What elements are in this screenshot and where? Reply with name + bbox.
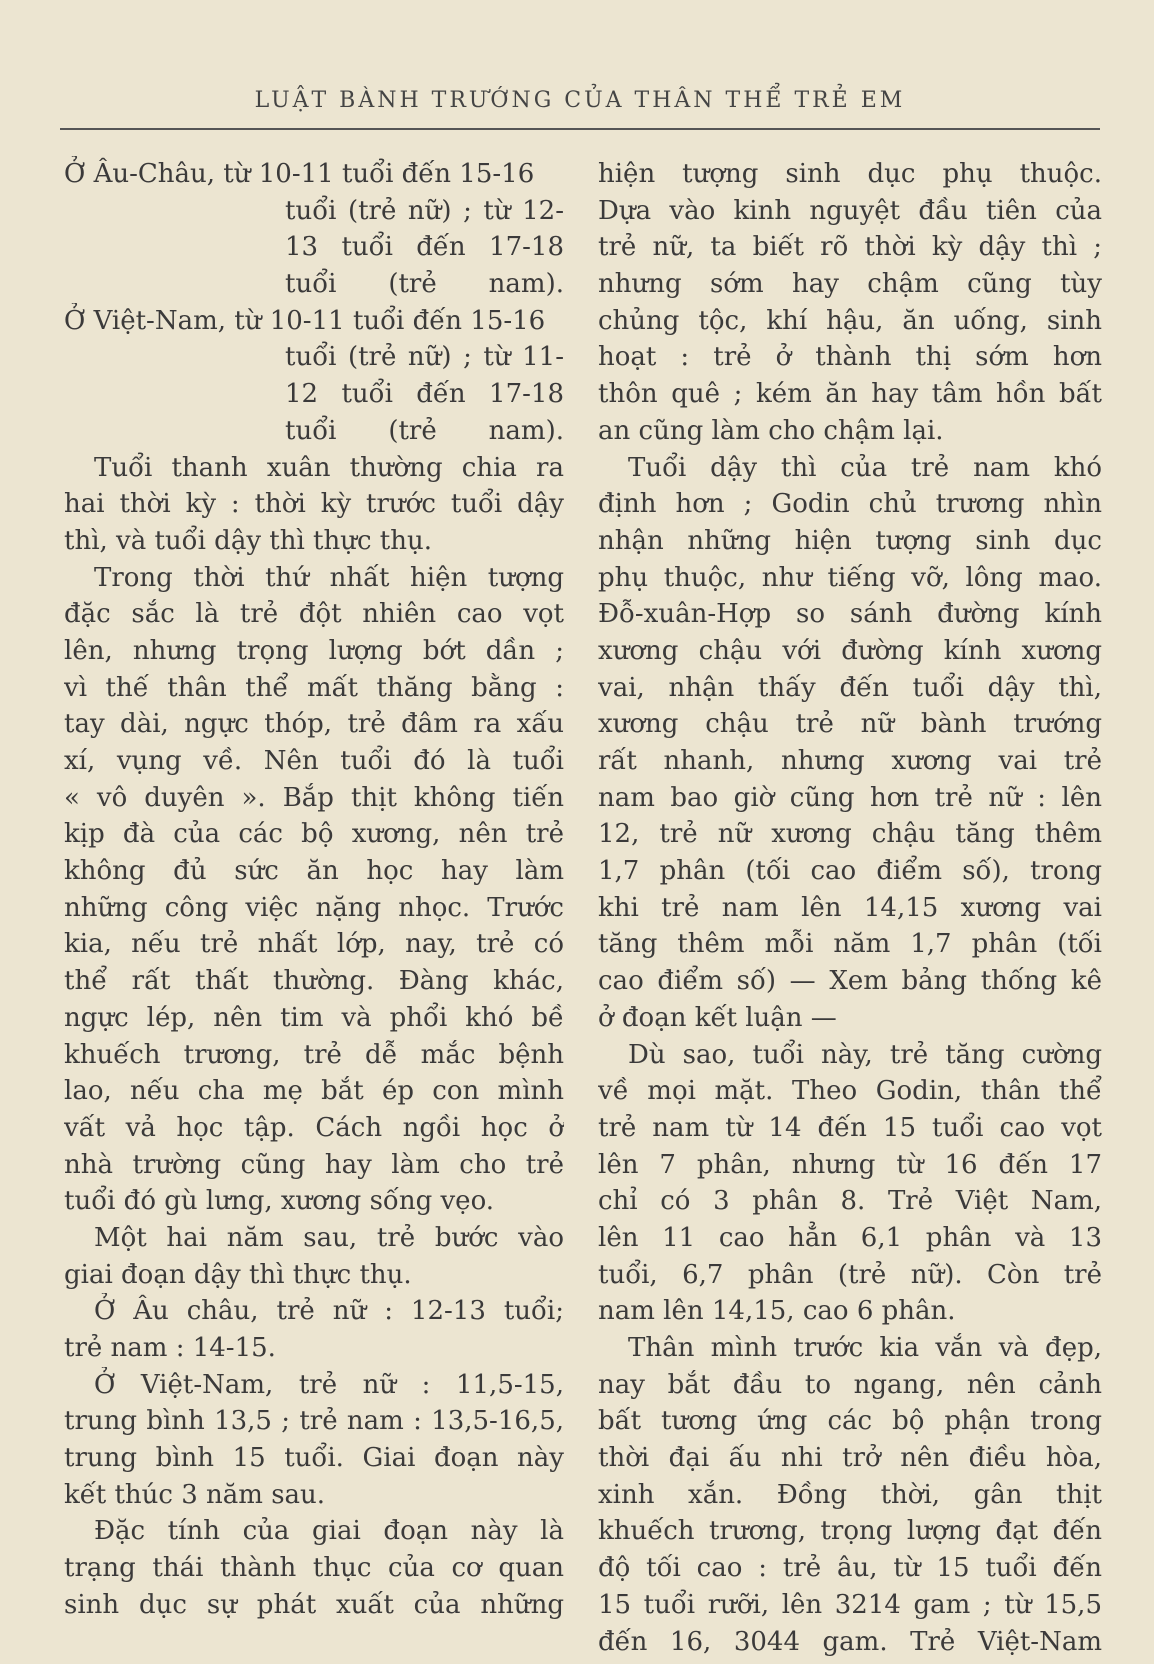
text-line: tuổi (trẻ nam). — [285, 415, 564, 446]
left-column — [64, 156, 564, 1624]
text-line: Dựa vào kinh nguyệt đầu tiên của — [598, 195, 1102, 226]
text-line: phụ thuộc, như tiếng vỡ, lông mao. — [598, 562, 1102, 593]
text-line: nam bao giờ cũng hơn trẻ nữ : lên — [598, 782, 1102, 813]
text-line: chỉ có 3 phân 8. Trẻ Việt Nam, — [598, 1186, 1102, 1217]
text-line: đến 16, 3044 gam. Trẻ Việt-Nam — [598, 1626, 1102, 1657]
text-line: ngực lép, nên tim và phổi khó bề — [64, 1002, 564, 1033]
text-line: lên 7 phân, nhưng từ 16 đến 17 — [598, 1149, 1102, 1180]
text-line: tuổi (trẻ nữ) ; từ 11- — [285, 342, 564, 373]
text-line: trẻ nữ, ta biết rõ thời kỳ dậy thì ; — [598, 232, 1102, 263]
text-line: vai, nhận thấy đến tuổi dậy thì, — [598, 672, 1102, 703]
text-line: sinh dục sự phát xuất của những — [64, 1589, 564, 1620]
text-line: Đặc tính của giai đoạn này là — [94, 1516, 564, 1547]
text-line: cao điểm số) — Xem bảng thống kê — [598, 966, 1102, 997]
text-line: độ tối cao : trẻ âu, từ 15 tuổi đến — [598, 1553, 1102, 1584]
text-line: khi trẻ nam lên 14,15 xương vai — [598, 892, 1102, 923]
text-line: khuếch trương, trẻ dễ mắc bệnh — [64, 1039, 564, 1070]
text-line: kia, nếu trẻ nhất lớp, nay, trẻ có — [64, 929, 564, 960]
text-line: giai đoạn dậy thì thực thụ. — [64, 1259, 412, 1290]
text-line: những công việc nặng nhọc. Trước — [64, 892, 564, 923]
text-line: về mọi mặt. Theo Godin, thân thể — [598, 1076, 1102, 1107]
text-line: 1,7 phân (tối cao điểm số), trong — [598, 856, 1102, 887]
text-line: đặc sắc là trẻ đột nhiên cao vọt — [64, 599, 564, 630]
text-line: tăng thêm mỗi năm 1,7 phân (tối — [598, 929, 1102, 960]
text-line: Đỗ-xuân-Hợp so sánh đường kính — [598, 599, 1102, 630]
text-line: rất nhanh, nhưng xương vai trẻ — [598, 746, 1102, 776]
text-line: lao, nếu cha mẹ bắt ép con mình — [64, 1076, 564, 1107]
text-line: tuổi (trẻ nữ) ; từ 12- — [285, 195, 564, 226]
text-line: nhưng sớm hay chậm cũng tùy — [598, 269, 1102, 300]
text-line: kịp đà của các bộ xương, nên trẻ — [64, 819, 564, 850]
text-line: chủng tộc, khí hậu, ăn uống, sinh — [598, 305, 1102, 336]
text-line: tay dài, ngực thóp, trẻ đâm ra xấu — [64, 709, 564, 740]
text-line: Ở Việt-Nam, từ 10-11 tuổi đến 15-16 — [64, 305, 546, 336]
text-line: tuổi (trẻ nam). — [285, 269, 564, 300]
text-line: trung bình 13,5 ; trẻ nam : 13,5-16,5, — [64, 1406, 564, 1437]
text-line: 12 tuổi đến 17-18 — [285, 379, 564, 410]
text-line: tuổi, 6,7 phân (trẻ nữ). Còn trẻ — [598, 1259, 1102, 1290]
text-line: lên, nhưng trọng lượng bớt dần ; — [64, 635, 564, 666]
text-line: Ở Âu châu, trẻ nữ : 12-13 tuổi; — [94, 1296, 564, 1327]
right-column — [598, 156, 1102, 1660]
text-line: Thân mình trước kia vắn và đẹp, — [628, 1333, 1102, 1363]
text-line: Một hai năm sau, trẻ bước vào — [94, 1222, 564, 1253]
text-line: thể rất thất thường. Đàng khác, — [64, 966, 564, 997]
text-line: lên 11 cao hẳn 6,1 phân và 13 — [598, 1222, 1102, 1253]
text-line: hoạt : trẻ ở thành thị sớm hơn — [598, 342, 1102, 373]
text-line: nam lên 14,15, cao 6 phân. — [598, 1296, 956, 1327]
text-line: không đủ sức ăn học hay làm — [64, 856, 564, 887]
text-line: tuổi đó gù lưng, xương sống vẹo. — [64, 1186, 495, 1217]
text-line: vì thế thân thể mất thăng bằng : — [64, 672, 564, 703]
text-line: Ở Âu-Châu, từ 10-11 tuổi đến 15-16 — [64, 159, 535, 189]
text-line: 15 tuổi rưỡi, lên 3214 gam ; từ 15,5 — [598, 1589, 1102, 1620]
text-line: Tuổi dậy thì của trẻ nam khó — [628, 452, 1102, 483]
text-line: Dù sao, tuổi này, trẻ tăng cường — [628, 1039, 1102, 1070]
text-line: ở đoạn kết luận — — [598, 1002, 837, 1033]
text-line: trẻ nam từ 14 đến 15 tuổi cao vọt — [598, 1112, 1102, 1143]
text-line: trung bình 15 tuổi. Giai đoạn này — [64, 1443, 564, 1474]
text-line: bất tương ứng các bộ phận trong — [598, 1406, 1102, 1437]
text-line: nhà trường cũng hay làm cho trẻ — [64, 1149, 564, 1180]
text-line: thời đại ấu nhi trở nên điều hòa, — [598, 1443, 1102, 1474]
text-line: Tuổi thanh xuân thường chia ra — [94, 452, 564, 483]
text-line: 13 tuổi đến 17-18 — [285, 232, 564, 263]
text-line: Trong thời thứ nhất hiện tượng — [94, 562, 564, 593]
text-line: hiện tượng sinh dục phụ thuộc. — [598, 159, 1102, 189]
text-line: khuếch trương, trọng lượng đạt đến — [598, 1516, 1102, 1547]
text-line: « vô duyên ». Bắp thịt không tiến — [64, 782, 564, 813]
text-line: 12, trẻ nữ xương chậu tăng thêm — [598, 819, 1102, 850]
text-line: thôn quê ; kém ăn hay tâm hồn bất — [598, 379, 1102, 410]
text-line: nay bắt đầu to ngang, nên cảnh — [598, 1369, 1102, 1400]
text-line: kết thúc 3 năm sau. — [64, 1479, 326, 1510]
text-line: xinh xắn. Đồng thời, gân thịt — [598, 1479, 1102, 1510]
running-header: LUẬT BÀNH TRƯỚNG CỦA THÂN THỂ TRẺ EM — [254, 88, 906, 113]
text-line: xương chậu trẻ nữ bành trướng — [598, 709, 1102, 740]
text-line: vất vả học tập. Cách ngồi học ở — [64, 1112, 564, 1143]
text-line: xí, vụng về. Nên tuổi đó là tuổi — [64, 746, 564, 776]
text-line: xương chậu với đường kính xương — [598, 635, 1102, 666]
text-line: trạng thái thành thục của cơ quan — [64, 1553, 564, 1584]
text-line: trẻ nam : 14-15. — [64, 1333, 276, 1363]
header-rule — [60, 128, 1100, 130]
text-line: Ở Việt-Nam, trẻ nữ : 11,5-15, — [94, 1369, 564, 1400]
text-line: nhận những hiện tượng sinh dục — [598, 525, 1102, 556]
text-line: an cũng làm cho chậm lại. — [598, 415, 944, 446]
text-line: định hơn ; Godin chủ trương nhìn — [598, 489, 1102, 520]
text-line: thì, và tuổi dậy thì thực thụ. — [64, 525, 433, 556]
text-line: hai thời kỳ : thời kỳ trước tuổi dậy — [64, 489, 564, 520]
